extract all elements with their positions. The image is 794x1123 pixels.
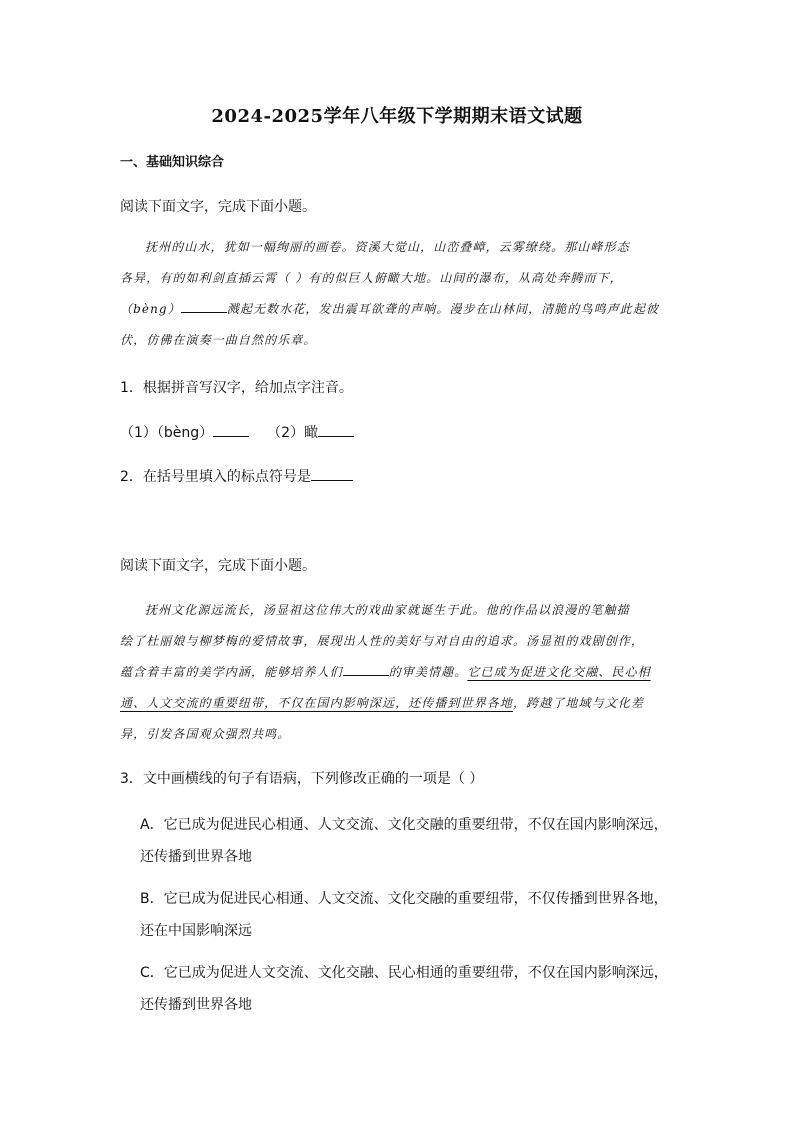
section-heading: 一、基础知识综合 [120,155,225,170]
option-a[interactable]: A．它已成为促进民心相通、人文交流、文化交融的重要纽带，不仅在国内影响深远， 还传播到世界各地 [140,817,668,865]
passage-line: （bèng） 溅起无数水花，发出震耳欲聋的声响。漫步在山林间，清脆的鸟鸣声此起彼 [120,294,680,325]
passage-line: 抚州的山水，犹如一幅绚丽的画卷。资溪大觉山，山峦叠嶂，云雾缭绕。那山峰形态 [145,240,630,254]
option-c[interactable]: C．它已成为促进人文交流、文化交融、民心相通的重要纽带，不仅在国内影响深远， 还传播到世界各地 [140,965,668,1013]
underlined-sentence: 通、人文交流的重要纽带，不仅在国内影响深远，还传播到世界各地 [120,696,514,710]
passage-line: 各异，有的如利剑直插云霄（ ）有的似巨人俯瞰大地。山间的瀑布，从高处奔腾而下， [120,271,623,285]
question-1-parts: （1）（bèng） （2）瞰 [120,422,354,444]
passage-line: 抚州文化源远流长，汤显祖这位伟大的戏曲家就诞生于此。他的作品以浪漫的笔触描 [145,603,630,617]
passage-line: 伏，仿佛在演奏一曲自然的乐章。 [120,333,317,347]
answer-blank[interactable] [213,422,249,437]
answer-blank[interactable] [318,422,354,437]
group2-instruction: 阅读下面文字，完成下面小题。 [120,558,316,574]
question-2-stem: 2．在括号里填入的标点符号是 [120,466,353,488]
option-b[interactable]: B．它已成为促进民心相通、人文交流、文化交融的重要纽带，不仅传播到世界各地， 还在中国影响深远 [140,891,668,939]
group2-passage [120,595,680,750]
group1-instruction: 阅读下面文字，完成下面小题。 [120,199,316,215]
underlined-sentence: 它已成为促进文化交融、民心相 [467,665,651,679]
page-title: 2024-2025学年八年级下学期期末语文试题 [211,106,583,127]
passage-line: 通、人文交流的重要纽带，不仅在国内影响深远，还传播到世界各地，跨越了地域与文化差 [120,696,645,710]
passage-line: 蕴含着丰富的美学内涵，能够培养人们 的审美情趣。它已成为促进文化交融、民心相 [120,657,680,688]
question-1-stem: 1．根据拼音写汉字，给加点字注音。 [120,380,353,396]
passage-line: 异，引发各国观众强烈共鸣。 [120,727,291,741]
passage-line: 绘了杜丽娘与柳梦梅的爱情故事，展现出人性的美好与对自由的追求。汤显祖的戏剧创作， [120,634,645,648]
answer-blank[interactable] [311,466,353,481]
group1-passage [120,232,680,356]
fill-blank[interactable] [181,298,227,313]
question-3-stem: 3．文中画横线的句子有语病，下列修改正确的一项是（ ） [120,771,484,787]
fill-blank[interactable] [343,661,389,676]
